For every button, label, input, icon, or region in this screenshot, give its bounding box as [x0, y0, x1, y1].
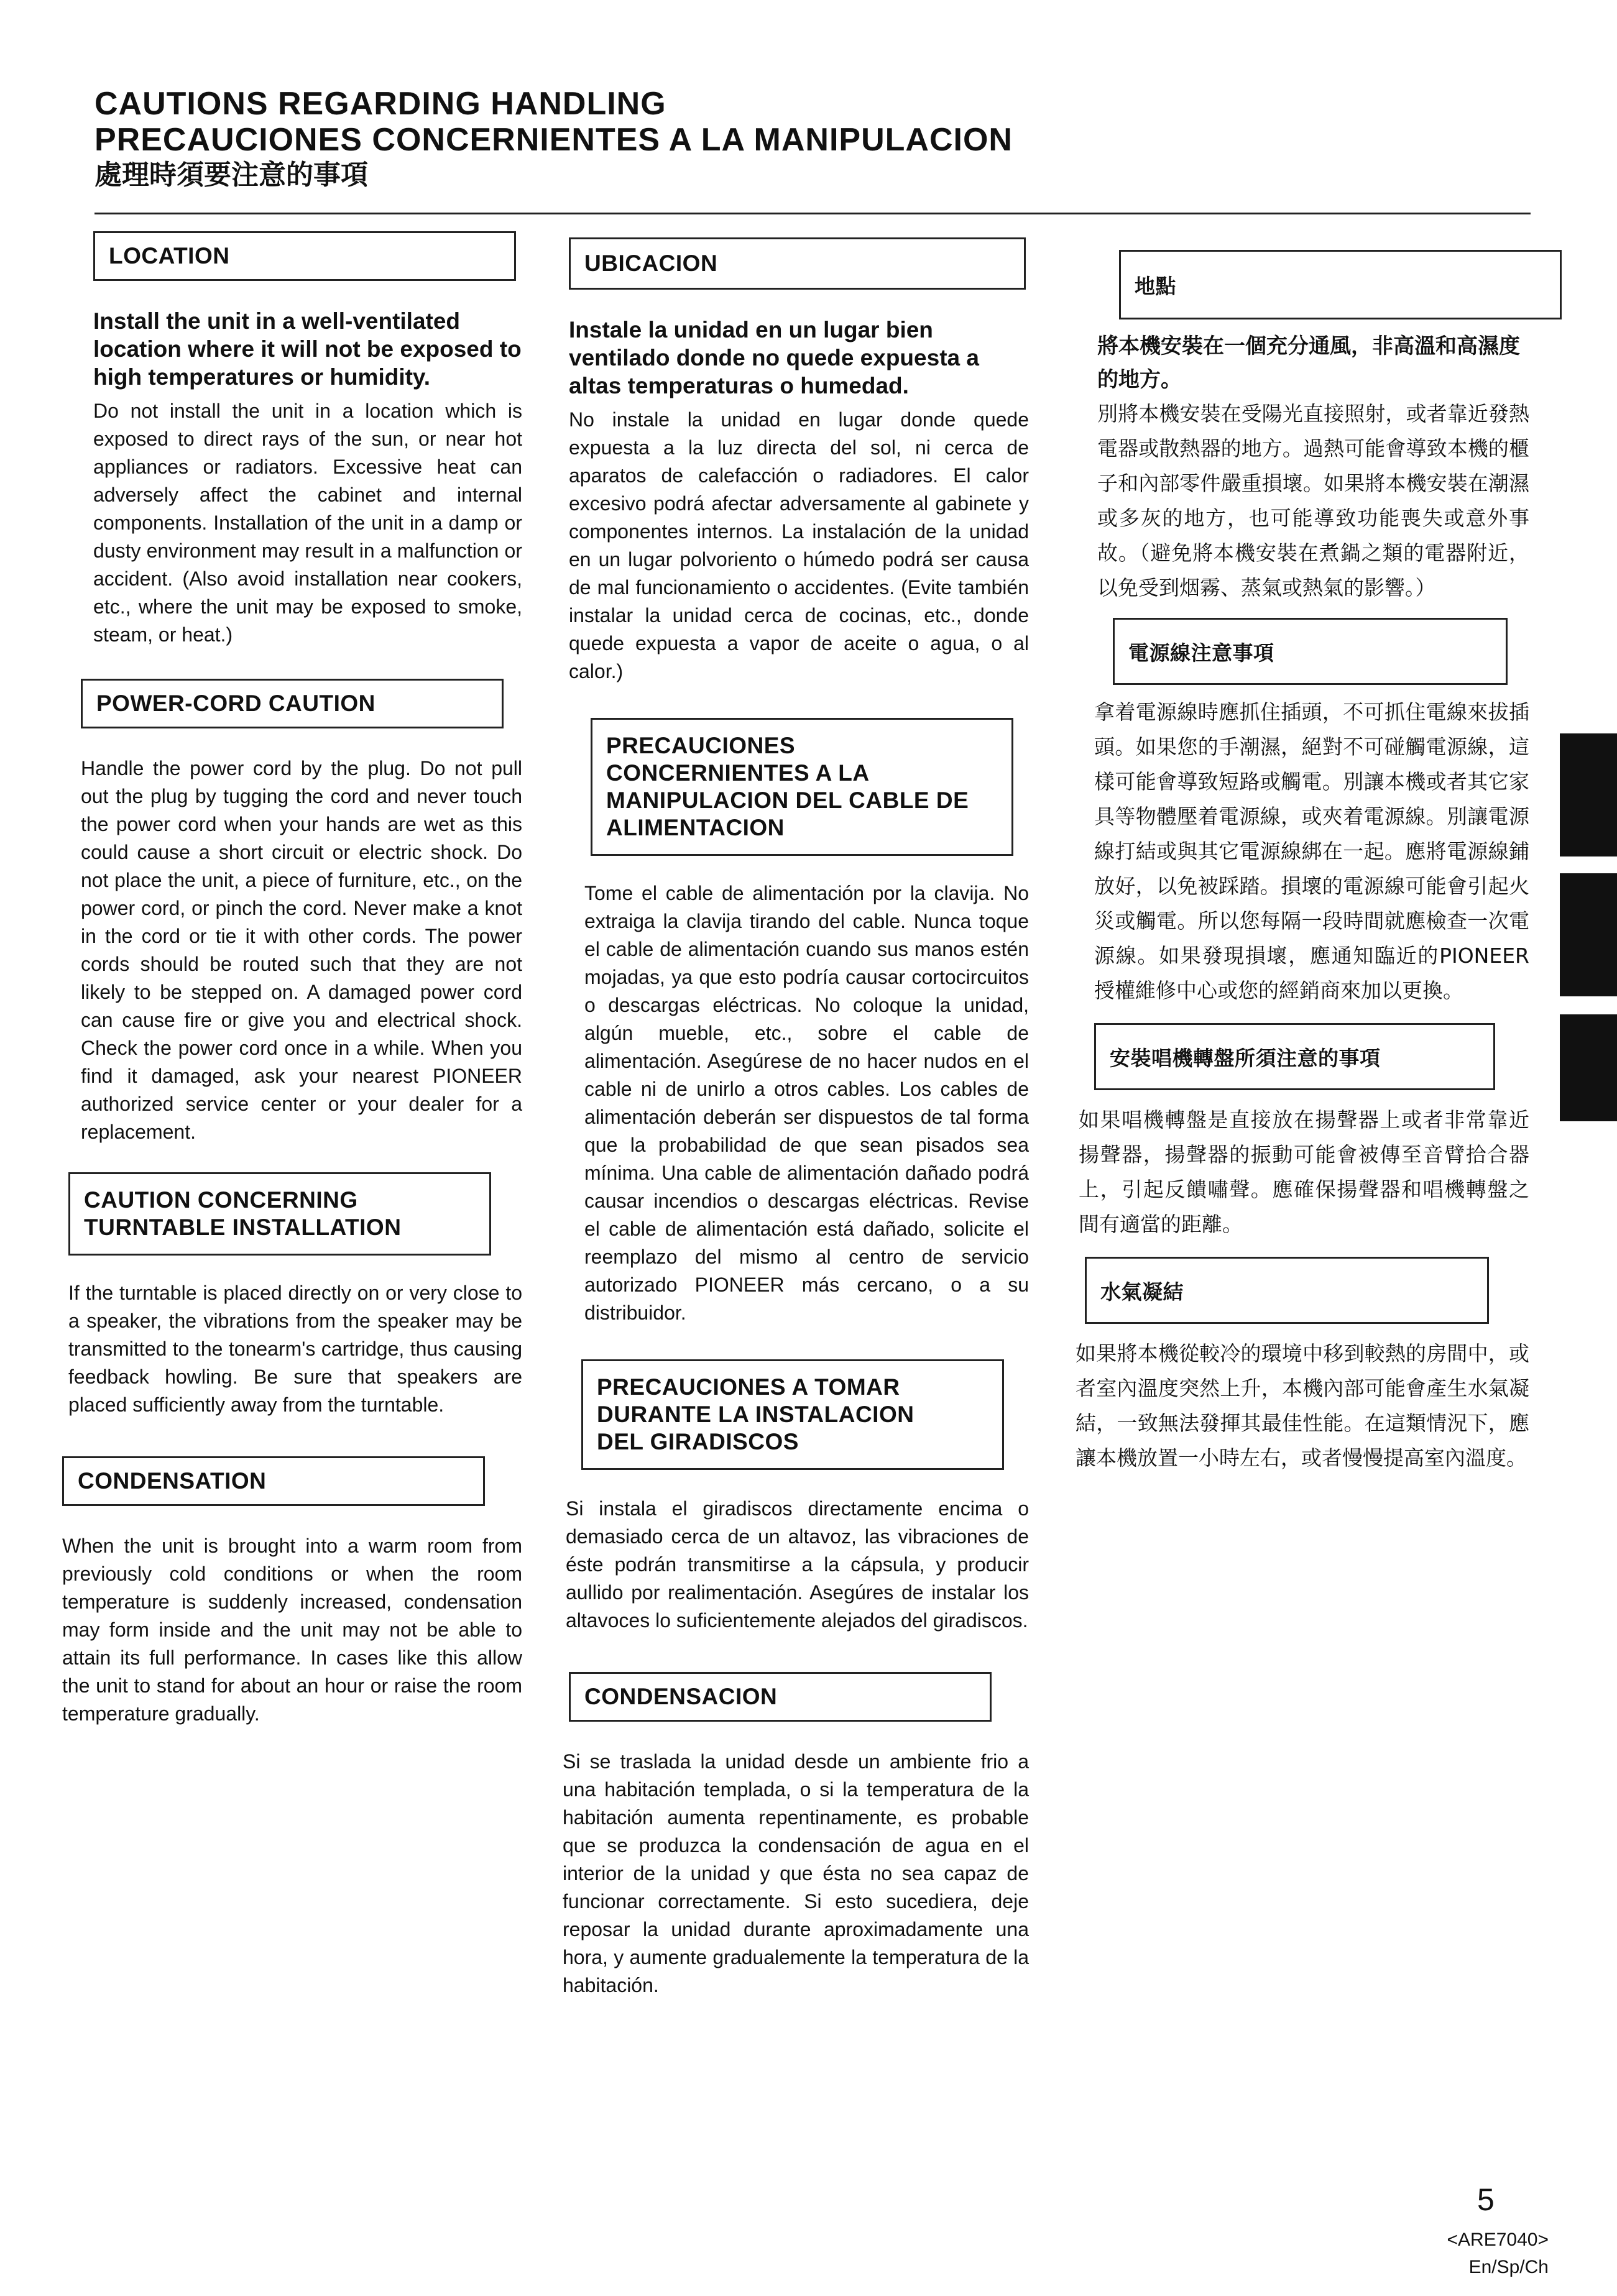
- turntable-body-zh: 如果唱機轉盤是直接放在揚聲器上或者非常靠近揚聲器，揚聲器的振動可能會被傳至音臂拾合器上，引起反饋嘯聲。應確保揚聲器和唱機轉盤之間有適當的距離。: [1079, 1108, 1529, 1236]
- title-rule: [94, 213, 1531, 214]
- spanish-column: [563, 237, 1029, 2000]
- document-code: [1447, 2226, 1549, 2281]
- edge-tab-english: [1560, 733, 1617, 856]
- page-titles: [94, 86, 1013, 193]
- condensation-body-en: When the unit is brought into a warm room from previously cold conditions or when the room temperature is suddenly increased, condensation may form inside and the unit may not be able to attain its full performance. In cases like this allow the unit to stand for about an hour or raise the room temperature gradually.: [62, 1535, 522, 1725]
- heading-power-cord-es-line2: CONCERNIENTES A LA: [606, 760, 870, 786]
- location-lead-es: Instale la unidad en un lugar bien ventilado donde no quede expuesta a altas temperaturas o humedad.: [569, 317, 979, 398]
- heading-condensation-en: CONDENSATION: [62, 1456, 485, 1506]
- heading-location-zh: 地點: [1119, 250, 1562, 319]
- location-lead-en: Install the unit in a well-ventilated location where it will not be exposed to high temperatures or humidity.: [93, 308, 522, 390]
- document-code-id: <ARE7040>: [1447, 2229, 1549, 2250]
- power-cord-body-zh: 拿着電源線時應抓住插頭，不可抓住電線來拔插頭。如果您的手潮濕，絕對不可碰觸電源線，這樣可能會導致短路或觸電。別讓本機或者其它家具等物體壓着電源線，或夾着電源線。別讓電源線打結或與其它電源線綁在一起。應將電源線鋪放好，以免被踩踏。損壞的電源線可能會引起火災或觸電。所以您每隔一段時間就應檢查一次電源線。如果發現損壞，應通知臨近的PIONEER授權維修中心或您的經銷商來加以更換。: [1094, 700, 1529, 1003]
- heading-power-cord-zh: 電源線注意事項: [1113, 618, 1508, 685]
- heading-condensation-zh: 水氣凝結: [1085, 1257, 1489, 1324]
- condensation-body-zh: 如果將本機從較冷的環境中移到較熱的房間中，或者室內溫度突然上升，本機內部可能會產生水氣凝結，一致無法發揮其最佳性能。在這類情況下，應讓本機放置一小時左右，或者慢慢提高室內溫度。: [1076, 1341, 1529, 1470]
- english-column: [62, 231, 522, 1728]
- heading-turntable-en-line2: TURNTABLE INSTALLATION: [84, 1215, 402, 1240]
- heading-location-es: UBICACION: [569, 237, 1026, 290]
- document-languages: En/Sp/Ch: [1468, 2257, 1549, 2277]
- turntable-body-en: If the turntable is placed directly on or very close to a speaker, the vibrations from the speaker may be transmitted to the tonearm's cartridge, thus causing feedback howling. Be sure that speakers are placed sufficiently away from the turntable.: [68, 1282, 522, 1416]
- heading-turntable-es-line1: PRECAUCIONES A TOMAR: [597, 1374, 900, 1400]
- heading-power-cord-en: POWER-CORD CAUTION: [81, 679, 504, 728]
- title-chinese: 處理時須要注意的事項: [94, 159, 368, 191]
- heading-power-cord-es-line3: MANIPULACION DEL CABLE DE: [606, 788, 969, 813]
- title-english: CAUTIONS REGARDING HANDLING: [94, 86, 666, 122]
- heading-condensation-es: CONDENSACION: [569, 1672, 992, 1722]
- edge-tab-chinese: [1560, 1014, 1617, 1121]
- heading-turntable-en-line1: CAUTION CONCERNING: [84, 1187, 358, 1213]
- heading-power-cord-es-line1: PRECAUCIONES: [606, 733, 796, 758]
- turntable-body-es: Si instala el giradiscos directamente encima o demasiado cerca de un altavoz, las vibraciones de éste podrán transmitirse a la cápsula, y producir aullido por realimentación. Asegúres de instalar los altavoces lo suficientemente alejados del giradiscos.: [566, 1497, 1029, 1632]
- heading-turntable-zh: 安裝唱機轉盤所須注意的事項: [1094, 1023, 1495, 1090]
- heading-power-cord-es: [591, 718, 1013, 856]
- heading-turntable-es: [581, 1359, 1004, 1470]
- heading-location-en: LOCATION: [93, 231, 516, 281]
- heading-turntable-es-line3: DEL GIRADISCOS: [597, 1429, 799, 1454]
- location-body-zh: 別將本機安裝在受陽光直接照射，或者靠近發熱電器或散熱器的地方。過熱可能會導致本機的櫃子和內部零件嚴重損壞。如果將本機安裝在潮濕或多灰的地方，也可能導致功能喪失或意外事故。（避免將本機安裝在煮鍋之類的電器附近，以免受到烟霧、蒸氣或熱氣的影響。）: [1097, 402, 1529, 600]
- power-cord-body-es: Tome el cable de alimentación por la clavija. No extraiga la clavija tirando del cable. Nunca toque el cable de alimentación cuando sus manos estén mojadas, ya que esto podría causar cortocircuitos o descargas eléctricas. No coloque la unidad, algún mueble, etc., sobre el cable de alimentación. Asegúrese de no hacer nudos en el cable ni de unirlo a otros cables. Los cables de alimentación deberán ser dispuestos de tal forma que la probabilidad de que sean pisados sea mínima. Una cable de alimentación dañado podrá causar incendios o descargas eléctricas. Revise el cable de alimentación está dañado, solicite el reemplazo del mismo al centro de servicio autorizado PIONEER más cercano, o a su distribuidor.: [584, 882, 1029, 1324]
- title-spanish: PRECAUCIONES CONCERNIENTES A LA MANIPULACION: [94, 122, 1013, 158]
- power-cord-body-en: Handle the power cord by the plug. Do not pull out the plug by tugging the cord and never touch the power cord when your hands are wet as this could cause a short circuit or electric shock. Do not place the unit, a piece of furniture, etc., on the power cord, or pinch the cord. Never make a knot in the cord or tie it with other cords. The power cords should be routed such that they are not likely to be stepped on. A damaged power cord can cause fire or give you and electrical shock. Check the power cord once in a while. When you find it damaged, ask your nearest PIONEER authorized service center or your dealer for a replacement.: [81, 757, 522, 1143]
- chinese-column: [1076, 250, 1529, 1476]
- page-number: 5: [1477, 2182, 1495, 2217]
- condensation-body-es: Si se traslada la unidad desde un ambiente frio a una habitación templada, o si la temperatura de la habitación aumenta repentinamente, es probable que se produzca la condensación de agua en el interior de la unidad y que ésta no sea capaz de funcionar correctamente. Si esto sucediera, deje reposar la unidad durante aproximadamente una hora, y aumente gradualemente la temperatura de la habitación.: [563, 1750, 1029, 1996]
- heading-turntable-es-line2: DURANTE LA INSTALACION: [597, 1402, 914, 1427]
- edge-tab-spanish: [1560, 873, 1617, 996]
- heading-turntable-en: [68, 1172, 491, 1256]
- location-body-en: Do not install the unit in a location which is exposed to direct rays of the sun, or near hot appliances or radiators. Excessive heat can adversely affect the cabinet and internal components. Installation of the unit in a damp or dusty environment may result in a malfunction or accident. (Also avoid installation near cookers, etc., where the unit may be exposed to smoke, steam, or heat.): [93, 400, 522, 646]
- location-body-es: No instale la unidad en lugar donde quede expuesta a la luz directa del sol, ni cerca de aparatos de calefacción o radiadores. El calor excesivo podrá afectar adversamente al gabinete y componentes internos. La instalación de la unidad en un lugar polvoriento o húmedo podrá ser causa de mal funcionamiento o accidentes. (Evite también instalar la unidad cerca de cocinas, etc., donde quede expuesta a vapor de aceite o agua, o al calor.): [569, 408, 1029, 682]
- location-lead-zh: 將本機安裝在一個充分通風，非高溫和高濕度的地方。: [1097, 334, 1520, 392]
- heading-power-cord-es-line4: ALIMENTACION: [606, 815, 785, 840]
